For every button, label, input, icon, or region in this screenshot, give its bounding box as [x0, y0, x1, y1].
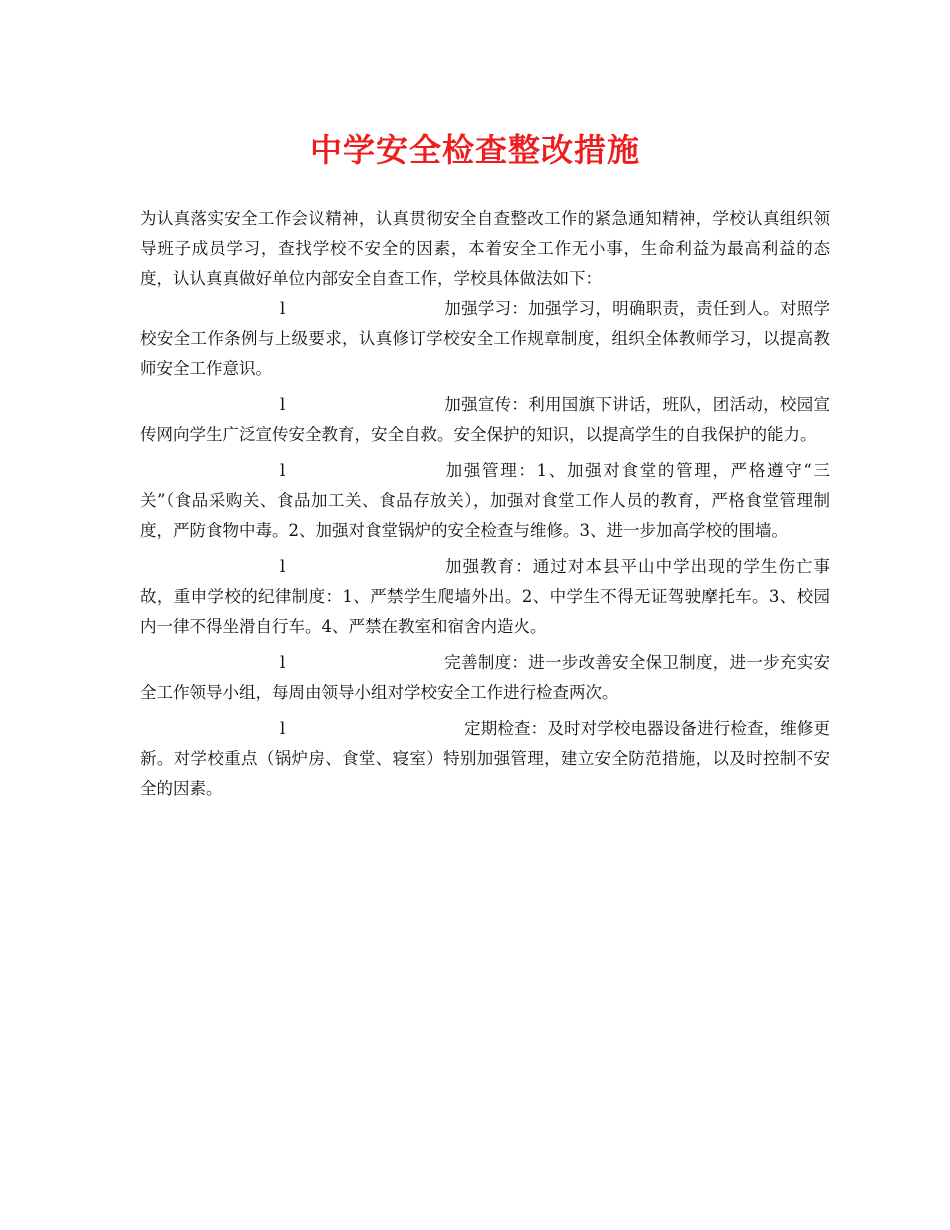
- document-title: 中学安全检查整改措施: [309, 131, 640, 169]
- list-bullet: l: [280, 299, 286, 318]
- list-item: [140, 714, 830, 804]
- list-bullet: l: [280, 653, 286, 672]
- list-bullet: l: [280, 557, 286, 576]
- list-bullet: l: [280, 461, 286, 480]
- list-item-text: 加强宣传：利用国旗下讲话，班队，团活动，校园宣传网向学生广泛宣传安全教育，安全自救。安全保护的知识，以提高学生的自我保护的能力。: [140, 395, 830, 444]
- list-item: [140, 456, 830, 546]
- list-item-text: 加强教育：通过对本县平山中学出现的学生伤亡事故，重申学校的纪律制度：1、严禁学生爬墙外出。2、中学生不得无证驾驶摩托车。3、校园内一律不得坐滑自行车。4、严禁在教室和宿舍内造火。: [140, 557, 830, 636]
- document-body: [140, 204, 830, 804]
- list-item: [140, 552, 830, 642]
- list-item-text: 定期检查：及时对学校电器设备进行检查，维修更新。对学校重点（锅炉房、食堂、寝室）特别加强管理，建立安全防范措施，以及时控制不安全的因素。: [140, 719, 830, 798]
- list-item-text: 加强管理：1、加强对食堂的管理，严格遵守“三关”（食品采购关、食品加工关、食品存放关），加强对食堂工作人员的教育，严格食堂管理制度，严防食物中毒。2、加强对食堂锅炉的安全检查与维修。3、进一步加高学校的围墙。: [140, 461, 830, 540]
- list-item: [140, 294, 830, 384]
- list-bullet: l: [280, 719, 286, 738]
- list-item-text: 完善制度：进一步改善安全保卫制度，进一步充实安全工作领导小组，每周由领导小组对学校安全工作进行检查两次。: [140, 653, 830, 702]
- list-item-text: 加强学习：加强学习，明确职责，责任到人。对照学校安全工作条例与上级要求，认真修订学校安全工作规章制度，组织全体教师学习，以提高教师安全工作意识。: [140, 299, 830, 378]
- list-bullet: l: [280, 395, 286, 414]
- list-item: [140, 648, 830, 708]
- list-item: [140, 390, 830, 450]
- intro-paragraph: 为认真落实安全工作会议精神，认真贯彻安全自查整改工作的紧急通知精神，学校认真组织领导班子成员学习，查找学校不安全的因素，本着安全工作无小事，生命利益为最高利益的态度，认认真真做好单位内部安全自查工作，学校具体做法如下：: [140, 209, 830, 288]
